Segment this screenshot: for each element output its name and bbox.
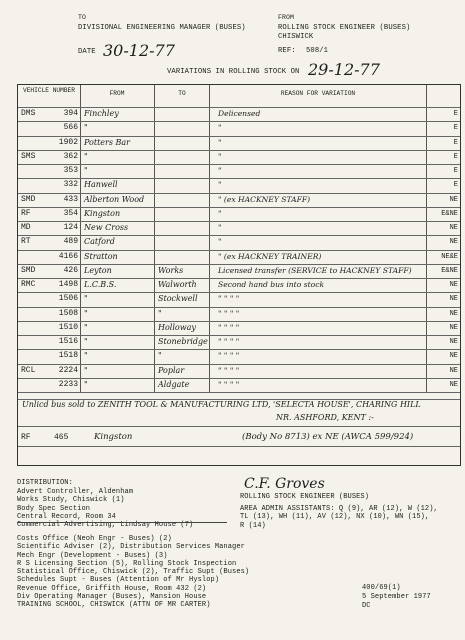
area-code: NE (449, 238, 458, 247)
row-divider (18, 107, 460, 108)
vehicle-number: 2233 (58, 379, 78, 389)
from-garage: New Cross (84, 223, 129, 232)
col-divider (154, 85, 155, 392)
area-code: E (453, 124, 458, 133)
vehicle-number: 362 (63, 151, 78, 161)
distribution-item: R (14) (240, 521, 266, 530)
from-garage: Potters Bar (84, 137, 130, 147)
row-divider (18, 178, 460, 179)
variation-reason: " (ex HACKNEY STAFF) (218, 194, 311, 204)
from-garage: Hanwell (84, 180, 118, 190)
area-code: NE (449, 366, 458, 375)
vehicle-type: RF (21, 208, 31, 218)
to-value: DIVISIONAL ENGINEERING MANAGER (BUSES) (78, 24, 246, 32)
area-code: NE (449, 281, 458, 289)
from-garage: " (84, 379, 88, 389)
row-divider (18, 250, 460, 251)
vehicle-number: 1902 (58, 137, 78, 147)
variation-reason: Second hand bus into stock (218, 280, 325, 289)
distribution-item: Statistical Office, Chiswick (2), Traffic Supt (Buses) (17, 568, 250, 577)
date-label: DATE (78, 48, 96, 56)
row-divider (18, 307, 460, 308)
distribution-list-top (17, 488, 193, 529)
row-divider (18, 426, 460, 427)
row-divider (18, 378, 460, 379)
from-garage: " (84, 294, 88, 304)
row-divider (18, 321, 460, 322)
vehicle-number: 433 (63, 194, 78, 204)
area-code: NE (449, 224, 458, 232)
vehicle-number: 1508 (58, 308, 78, 318)
distribution-item: Costs Office (Neoh Engr - Buses) (2) (17, 535, 172, 543)
variation-reason: " (ex HACKNEY TRAINER) (218, 251, 322, 261)
variation-reason: " (218, 166, 222, 175)
to-garage: Stonebridge (158, 337, 208, 346)
row-divider (18, 207, 460, 208)
vehicle-number: 394 (63, 109, 78, 118)
col-divider (426, 85, 427, 392)
col-header-to: TO (178, 90, 186, 97)
vehicle-number: 489 (63, 237, 78, 247)
vehicle-type: RT (21, 237, 31, 247)
date-value: 30-12-77 (103, 41, 175, 60)
vehicle-type: SMS (21, 151, 36, 161)
vehicle-number: 426 (63, 265, 78, 275)
variation-reason: " (218, 137, 222, 147)
area-code: NE (449, 195, 458, 204)
vehicle-number: 566 (63, 123, 78, 133)
variation-reason: " " " " (218, 337, 240, 346)
variations-table (17, 84, 461, 466)
last-row-vehicle-num: 465 (54, 433, 69, 442)
variation-reason: Delicensed (218, 109, 261, 118)
area-code: NE (449, 323, 458, 332)
area-code: NE (449, 380, 458, 389)
row-divider (18, 121, 460, 122)
vehicle-type: RCL (21, 365, 36, 375)
variation-reason: " (218, 151, 222, 161)
vehicle-number: 4166 (58, 251, 78, 261)
ref-value: 508/1 (306, 47, 329, 55)
distribution-item: Scientific Adviser (2), Distribution Services Manager (17, 543, 245, 552)
to-label: TO (78, 14, 87, 21)
area-code: NE (449, 309, 458, 318)
area-code: E (453, 138, 458, 147)
signature-title: ROLLING STOCK ENGINEER (BUSES) (240, 493, 370, 501)
row-divider (18, 221, 460, 222)
from-garage: Stratton (84, 251, 118, 261)
distribution-item: TRAINING SCHOOL, CHISWICK (ATTN OF MR CARTER) (17, 601, 211, 610)
row-divider (18, 446, 460, 447)
distribution-item: Central Record, Room 34 (17, 512, 116, 521)
variation-reason: " " " " (218, 351, 240, 361)
from-garage: " (84, 351, 88, 361)
variation-reason: " (218, 180, 222, 190)
variation-reason: " " " " (218, 308, 240, 318)
to-garage: " (158, 351, 162, 361)
to-garage: Walworth (158, 280, 197, 289)
distribution-item: TL (13), WH (11), AV (12), NX (10), WN (15), (240, 513, 430, 522)
from-garage: " (84, 308, 88, 318)
variation-reason: " " " " (218, 322, 240, 332)
variation-reason: " (218, 223, 222, 232)
vehicle-number: 1516 (58, 337, 78, 346)
note-line-1: Unlicd bus sold to ZENITH TOOL & MANUFACTURING LTD, 'SELECTA HOUSE', CHARING HILL (22, 400, 421, 409)
col-divider (80, 85, 81, 392)
to-garage: Aldgate (158, 379, 190, 389)
area-code: NE (449, 338, 458, 346)
row-divider (18, 136, 460, 137)
last-row-reason: (Body No 8713) ex NE (AWCA 599/924) (242, 432, 414, 442)
variation-reason: Licensed transfer (SERVICE to HACKNEY STAFF) (218, 265, 412, 275)
vehicle-type: DMS (21, 109, 36, 118)
area-code: E (453, 110, 458, 118)
vehicle-type: SMD (21, 194, 36, 204)
vehicle-number: 354 (63, 208, 78, 218)
variation-reason: " " " " (218, 294, 240, 304)
last-row-from: Kingston (94, 432, 133, 442)
from-value-1: ROLLING STOCK ENGINEER (BUSES) (278, 24, 411, 32)
vehicle-number: 2224 (58, 365, 78, 375)
row-divider (18, 292, 460, 293)
variation-reason: " " " " (218, 365, 240, 375)
distribution-item: AREA ADMIN ASSISTANTS: Q (9), AR (12), W (12), (240, 505, 438, 513)
vehicle-type: RMC (21, 280, 36, 289)
vehicle-number: 124 (63, 223, 78, 232)
to-garage: Stockwell (158, 294, 198, 304)
distribution-item: Schedules Supt - Buses (Attention of Mr Hyslop) (17, 576, 220, 585)
from-garage: Finchley (84, 109, 119, 118)
from-garage: Catford (84, 237, 115, 247)
vehicle-number: 1518 (58, 351, 78, 361)
footer-code: 400/69(1) (362, 584, 401, 592)
col-divider (209, 85, 210, 392)
from-garage: " (84, 166, 88, 175)
row-divider (18, 392, 460, 393)
row-divider (18, 235, 460, 236)
vehicle-number: 1510 (58, 322, 78, 332)
from-garage: Kingston (84, 208, 121, 218)
vehicle-type: MD (21, 223, 31, 232)
row-divider (18, 364, 460, 365)
distribution-item: Div Operating Manager (Buses), Mansion House (17, 593, 207, 602)
vehicle-number: 1498 (58, 280, 78, 289)
from-garage: " (84, 322, 88, 332)
vehicle-number: 353 (63, 166, 78, 175)
distribution-item: Commercial Advertising, Lindsay House (7) (17, 521, 194, 530)
variation-reason: " " " " (218, 379, 240, 389)
row-divider (18, 150, 460, 151)
vehicle-number: 332 (63, 180, 78, 190)
from-value-2: CHISWICK (278, 33, 314, 41)
from-garage: Leyton (84, 265, 112, 275)
title-prefix: VARIATIONS IN ROLLING STOCK ON (167, 68, 300, 76)
signature: C.F. Groves (244, 476, 325, 492)
col-header-from: FROM (109, 90, 125, 97)
distribution-item: Works Study, Chiswick (1) (17, 496, 125, 505)
note-line-2: NR. ASHFORD, KENT :- (276, 413, 374, 422)
from-garage: Alberton Wood (84, 194, 145, 204)
row-divider (18, 193, 460, 194)
area-code: NE (449, 352, 458, 361)
from-garage: " (84, 123, 88, 133)
distribution-item: Mech Engr (Development - Buses) (3) (17, 551, 168, 560)
row-divider (18, 335, 460, 336)
ref-label: REF: (278, 47, 296, 55)
to-garage: Poplar (158, 365, 185, 375)
to-garage: Works (158, 265, 184, 275)
distribution-item: R S Licensing Section (5), Rolling Stock Inspection (17, 559, 237, 568)
distribution-item: Advert Controller, Aldenham (17, 488, 134, 496)
row-divider (18, 264, 460, 265)
variation-reason: " (218, 123, 222, 133)
vehicle-type: SMD (21, 265, 36, 275)
variation-reason: " (218, 237, 222, 247)
footer-initials: DC (362, 602, 371, 610)
to-garage: " (158, 308, 162, 318)
col-header-vehicle: VEHICLE NUMBER (23, 87, 75, 94)
distribution-item: Body Spec Section (17, 504, 91, 513)
area-code: NE (449, 295, 458, 304)
distribution-item: Revenue Office, Griffith House, Room 432 (2) (17, 584, 207, 593)
vehicle-number: 1506 (58, 294, 78, 304)
area-code: E&NE (441, 266, 458, 275)
to-garage: Holloway (158, 322, 196, 332)
divider-line (17, 522, 227, 523)
area-code: E (453, 167, 458, 175)
variation-reason: " (218, 208, 222, 218)
from-label: FROM (278, 14, 295, 21)
area-admin-list (240, 505, 438, 530)
from-garage: " (84, 151, 88, 161)
distribution-list-bottom (17, 535, 249, 610)
distribution-heading: DISTRIBUTION: (17, 479, 73, 487)
col-header-reason: REASON FOR VARIATION (280, 90, 356, 97)
last-row-vehicle-type: RF (21, 433, 31, 442)
from-garage: " (84, 365, 88, 375)
area-code: E&NE (441, 209, 458, 218)
row-divider (18, 349, 460, 350)
from-garage: " (84, 337, 88, 346)
title-date: 29-12-77 (308, 60, 380, 79)
area-code: E (453, 152, 458, 161)
row-divider (18, 164, 460, 165)
area-code: E (453, 181, 458, 190)
from-garage: L.C.B.S. (84, 280, 117, 289)
row-divider (18, 278, 460, 279)
footer-date: 5 September 1977 (362, 593, 431, 601)
area-code: NE&E (441, 252, 458, 261)
